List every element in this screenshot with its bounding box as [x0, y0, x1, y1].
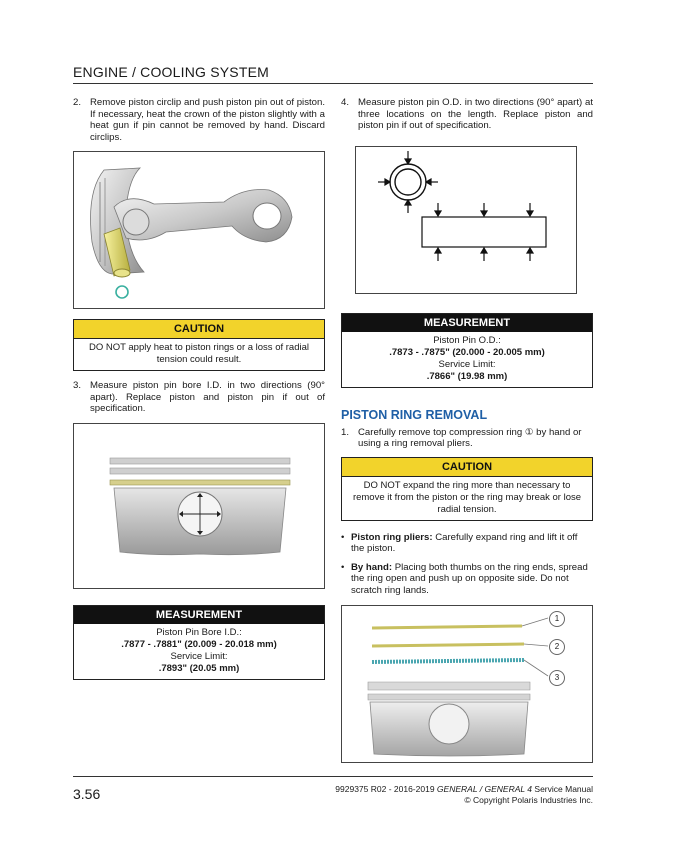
- piston-rings-figure: [341, 605, 593, 763]
- service-limit-value: .7893" (20.05 mm): [158, 662, 240, 674]
- callout-1-label: 1: [554, 614, 560, 623]
- callout-3: [549, 670, 565, 686]
- measurement-label: Piston Pin Bore I.D.:: [156, 626, 242, 638]
- left-column: [73, 97, 325, 680]
- step-text: Remove piston circlip and push piston pin out of piston. If necessary, heat the crown of the piston slightly with a heat gun if pin cannot be removed by hand. Discard circlips.: [90, 97, 325, 143]
- piston-pin-bore-illustration: [74, 424, 324, 588]
- callout-3-label: 3: [554, 673, 560, 682]
- copyright: © Copyright Polaris Industries Inc.: [464, 794, 593, 805]
- service-limit-label: Service Limit:: [170, 650, 228, 662]
- measurement-title: MEASUREMENT: [74, 606, 324, 624]
- service-limit-value: .7866" (19.98 mm): [426, 370, 508, 382]
- step-number: 1.: [341, 426, 350, 438]
- step-text: Measure piston pin bore I.D. in two directions (90° apart). Replace piston and piston pin if out of specification.: [90, 380, 325, 414]
- footer-manual-info: [335, 784, 593, 805]
- piston-pin-removal-figure: [73, 151, 325, 309]
- callout-2: [549, 639, 565, 655]
- section-title: PISTON RING REMOVAL: [341, 407, 488, 422]
- step-number: 4.: [341, 97, 350, 108]
- header-rule: [73, 83, 593, 84]
- step-2: [73, 97, 325, 143]
- measurement-body: [74, 624, 324, 679]
- measurement-label: Piston Pin O.D.:: [433, 334, 501, 346]
- bullet-text: Placing both thumbs on the ring ends, spread the ring open and push up on opposite side. Do not scratch ring lands.: [351, 561, 588, 596]
- caution-title: CAUTION: [342, 458, 592, 477]
- caution-box-heat: [73, 319, 325, 371]
- bullet-ring-pliers: [341, 532, 593, 555]
- footer-rule: [73, 776, 593, 777]
- manual-suffix: Service Manual: [532, 784, 593, 794]
- caution-text: DO NOT expand the ring more than necessary to remove it from the piston or the ring may break or lose radial tension.: [352, 479, 582, 515]
- step-text: Carefully remove top compression ring ① by hand or using a ring removal pliers.: [358, 426, 582, 449]
- bullet-by-hand: [341, 562, 593, 597]
- step-text: Measure piston pin O.D. in two directions (90° apart) at three locations on the length. Replace piston and piston pin if out of specification.: [358, 97, 593, 131]
- callout-1: [549, 611, 565, 627]
- bullet-label: Piston ring pliers:: [351, 531, 433, 543]
- right-column: [341, 97, 593, 763]
- bullet-dot: •: [341, 531, 345, 543]
- step-3: [73, 380, 325, 415]
- page-number: 3.56: [73, 786, 101, 802]
- service-limit-label: Service Limit:: [438, 358, 496, 370]
- pin-bore-figure: [73, 423, 325, 589]
- callout-2-label: 2: [554, 642, 560, 651]
- bullet-label: By hand:: [351, 561, 393, 573]
- measurement-box-pin-od: [341, 313, 593, 388]
- caution-text: DO NOT apply heat to piston rings or a loss of radial tension could result.: [88, 342, 309, 365]
- manual-model: GENERAL / GENERAL 4: [436, 784, 533, 794]
- bullet-text: Carefully expand ring and lift it off the piston.: [351, 531, 578, 554]
- piston-pin-measurement-diagram: [356, 147, 576, 293]
- measurement-body: [342, 332, 592, 387]
- measurement-value: .7877 - .7881" (20.009 - 20.018 mm): [121, 638, 277, 650]
- page-header-title: ENGINE / COOLING SYSTEM: [73, 64, 269, 80]
- caution-box-ring: [341, 457, 593, 521]
- bullet-dot: •: [341, 561, 345, 573]
- measurement-box-pin-bore: [73, 605, 325, 680]
- step-number: 3.: [73, 380, 82, 391]
- step-number: 2.: [73, 97, 82, 108]
- measurement-value: .7873 - .7875" (20.000 - 20.005 mm): [389, 346, 545, 358]
- step-1: [341, 427, 593, 450]
- caution-title: CAUTION: [74, 320, 324, 339]
- measurement-title: MEASUREMENT: [342, 314, 592, 332]
- manual-title-line: [335, 784, 593, 795]
- piston-connecting-rod-illustration: [74, 152, 324, 308]
- step-4: [341, 97, 593, 132]
- pin-od-figure: [355, 146, 577, 294]
- manual-code: 9929375 R02 - 2016-2019: [335, 784, 437, 794]
